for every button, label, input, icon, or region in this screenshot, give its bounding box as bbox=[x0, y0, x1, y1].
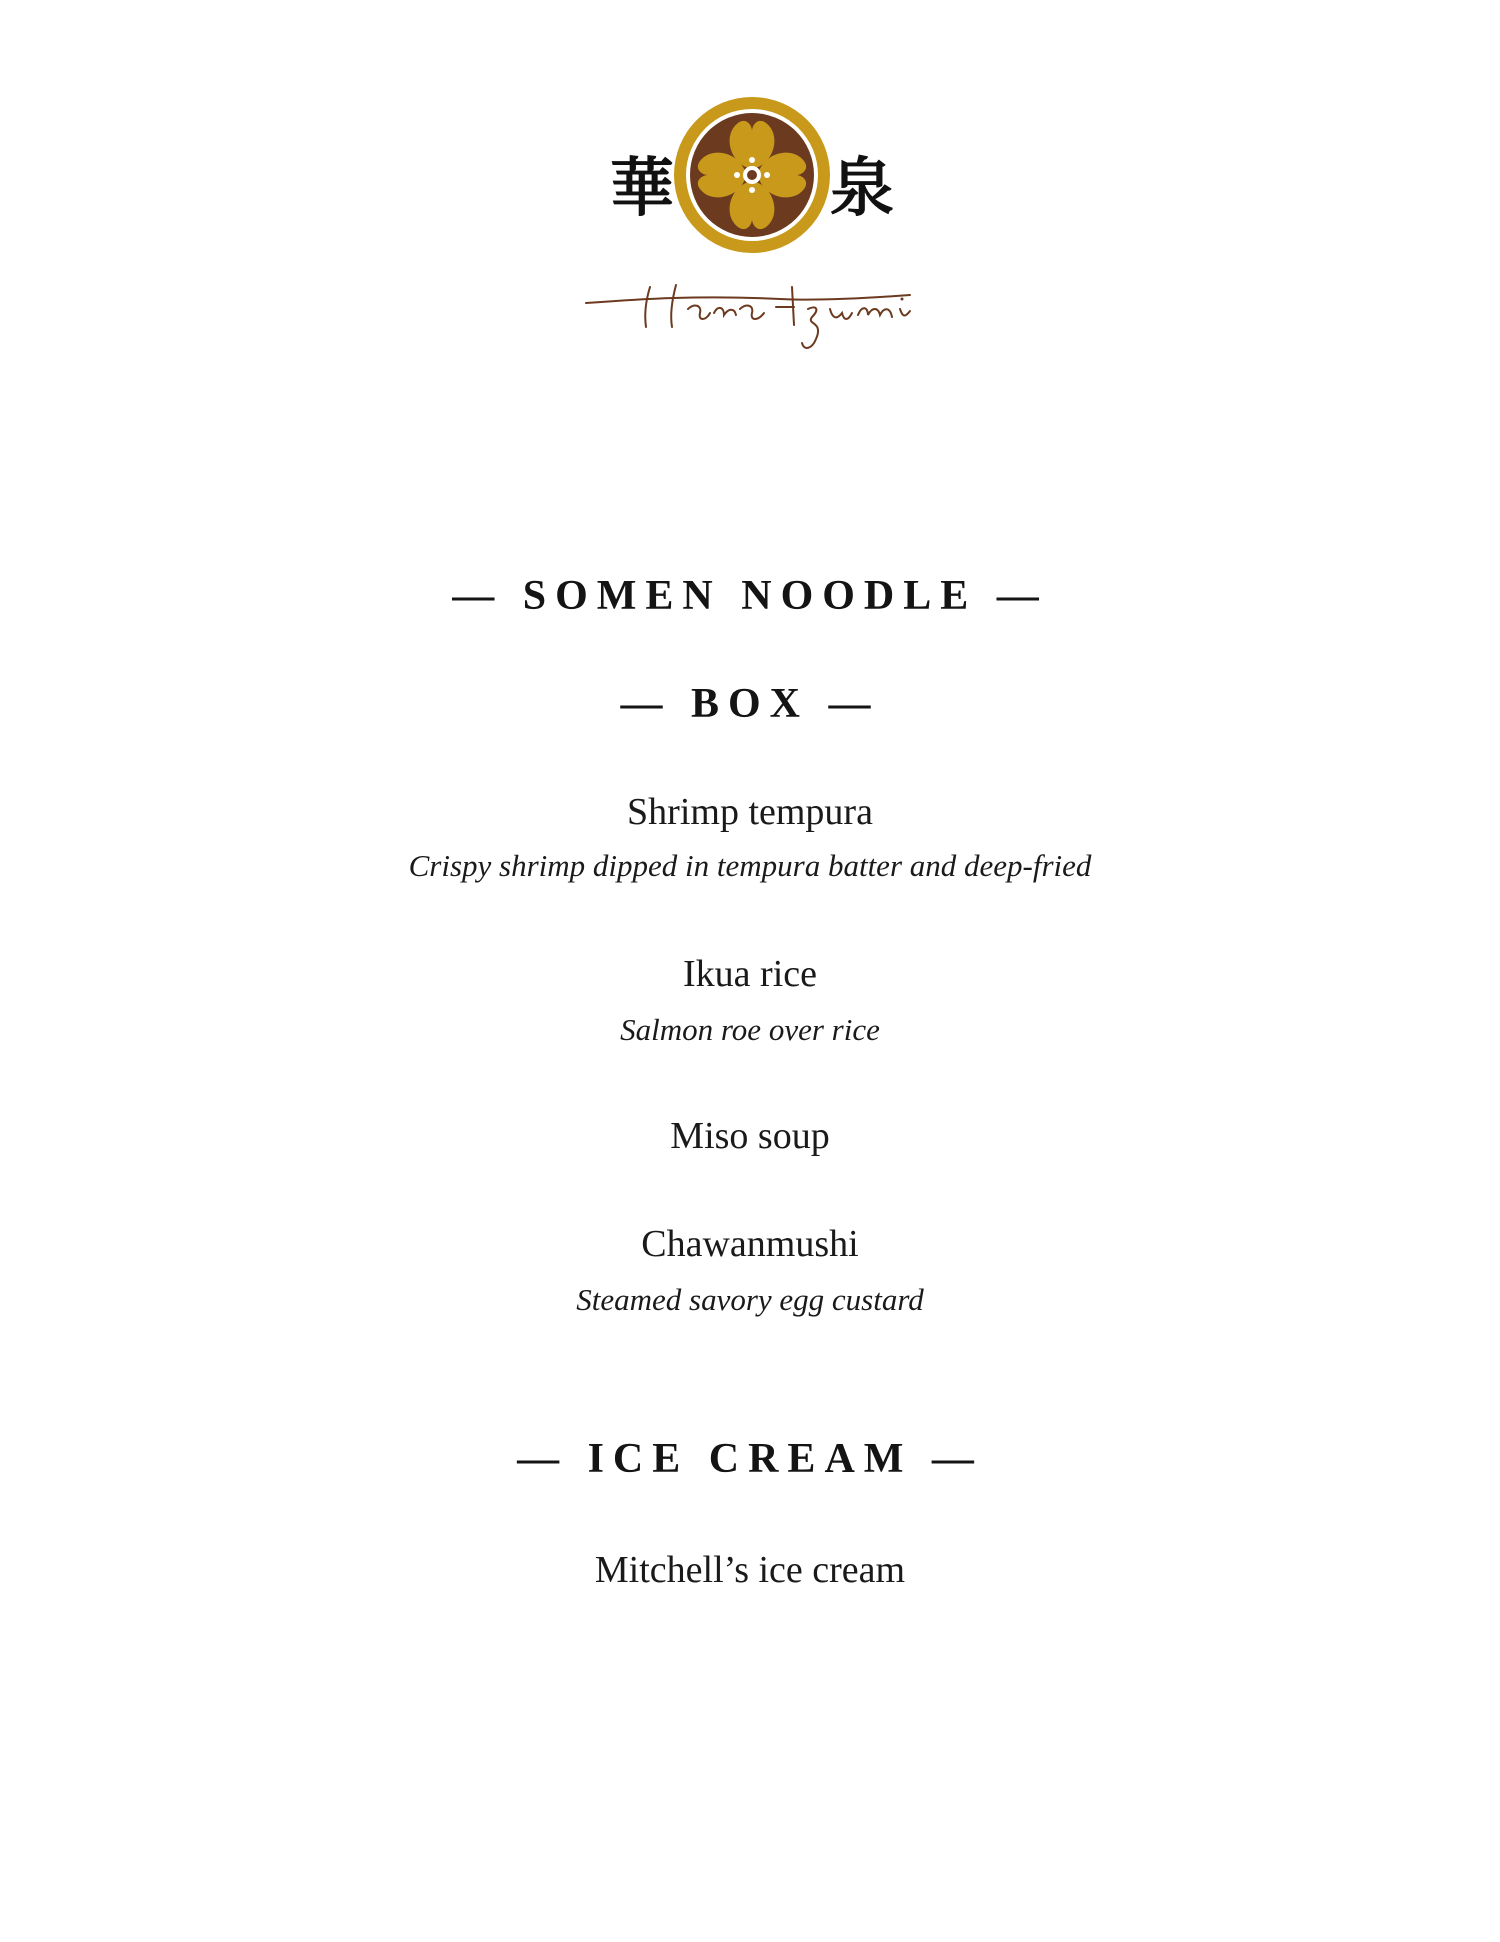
logo-kanji-right: 泉 bbox=[830, 152, 894, 226]
menu-item-name: Ikua rice bbox=[683, 953, 817, 995]
menu-item-description: Salmon roe over rice bbox=[620, 1012, 880, 1047]
menu-item-description: Steamed savory egg custard bbox=[576, 1282, 924, 1317]
restaurant-logo bbox=[0, 95, 1500, 355]
crest-icon bbox=[674, 97, 830, 253]
menu-item-name: Mitchell’s ice cream bbox=[594, 1549, 906, 1591]
menu-item-description: Crispy shrimp dipped in tempura batter and deep-fried bbox=[408, 848, 1092, 883]
section-heading-ice-cream: — ICE CREAM — bbox=[517, 1436, 983, 1482]
logo-kanji-left: 華 bbox=[610, 152, 674, 226]
hana-izumi-logo-icon bbox=[580, 95, 920, 355]
section-heading-box: — BOX — bbox=[620, 681, 880, 727]
menu-item-name: Shrimp tempura bbox=[627, 791, 873, 833]
menu-item-name: Miso soup bbox=[670, 1115, 830, 1157]
section-heading-somen-noodle: — SOMEN NOODLE — bbox=[452, 573, 1048, 619]
menu-item-name: Chawanmushi bbox=[641, 1223, 859, 1265]
logo-script-signature bbox=[586, 285, 910, 348]
